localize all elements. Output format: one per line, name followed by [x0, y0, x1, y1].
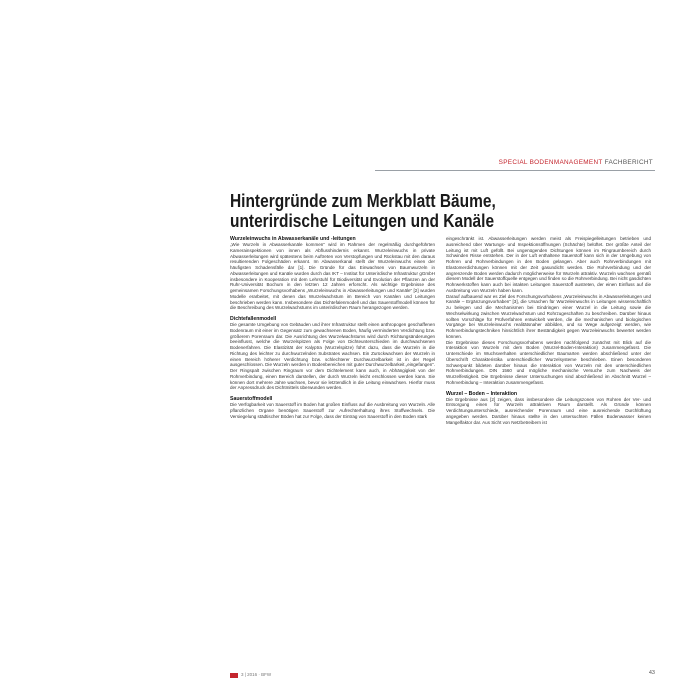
- publisher-logo: [230, 673, 238, 678]
- right-column: [446, 236, 651, 425]
- paragraph: Die gesamte Umgebung von Gebäuden und ihrer Infrastruktur stellt einen anthropogen geschaffenen Bodenraum mit einer im Gegensatz zum gewachsenen Boden, häufig verminderten Verdichtung bzw. größerem Porenraum dar. Die Ausrichtung des Wurzelwachstums wird durch Richtungsänderungen beeinflusst, welche die Wurzelspitzen als Folge von Dichteunterschieden im durchwachsenen Bodenerfahren. Die Elastizität der Kalyptra (Wurzelspitze) führt dazu, dass die Wurzeln in die Richtung des leichter zu durchwurzelnden Substrates wachsen. Ein Zurückwachsen der Wurzeln in einen Bereich höherer Verdichtung bzw. schlechterer Durchwurzelbarkeit ist in der Regel ausgeschlossen. Die Wurzeln werden in Bodenbereichen mit guter Durchwurzelbarkeit „eingefangen“. Der Ringspalt zwischen Ringraum vor dem Dichtelement kann auch, in Abhängigkeit von der Rohrverbindung, einen Bereich darstellen, der durch Wurzeln leicht erschlossen werden kann. Sie können dort mehrere Jahre wachsen, bevor sie letztendlich in die Leitung einwachsen. Hierfür muss der Anpressdruck des Dichtmittels überwunden werden.: [230, 322, 435, 391]
- paragraph: Die Ergebnisse dieses Forschungsvorhabens werden nachfolgend zunächst mit Blick auf die Interaktion von Wurzeln mit dem Boden (Wurzel-Boden-Interaktion) zusammengefasst. Die Unterschiede im Wuchsverhalten unterschiedlicher Baumarten werden abschließend unter der Überschrift Charakteristika unterschiedlicher Wurzelsysteme beschrieben. Einen besonderen Schwerpunkt bildeten darüber hinaus die Interaktion von Wurzeln mit den unterschiedlichen Rohrverbindungen. DIN 1560 und mögliche mechanische Versuche zum Nachweis der Wurzelfestigkeit. Die Ergebnisse dieser Untersuchungen sind abschließend im Abschnitt Wurzel – Rohrverbindung – Interaktion zusammengefasst.: [446, 339, 651, 385]
- paragraph: Die Ergebnisse aus [2] zeigen, dass insbesondere die Leitungszonen von Rohren der Ver- und Entsorgung einen für Wurzeln attraktiven Raum darstellt. Als Gründe können Verdichtungsunterschiede, ausreichender Porenraum und eine ausreichende Durchlüftung angegeben werden. Darüber hinaus stellte in den untersuchten Fällen Bodenwasser keinen Mangelfaktor dar. Aus Sicht von Netzbetreibern ist: [446, 396, 651, 425]
- section-label: [499, 159, 653, 166]
- title-line-1: Hintergründe zum Merkblatt Bäume,: [230, 191, 496, 211]
- subheading-dichtefallenmodell: Dichtefallenmodell: [230, 316, 277, 323]
- left-column: [230, 236, 435, 420]
- paragraph: eingeschränkt ist. Abwasserleitungen werden meist als Freispiegelleitungen betrieben und ausreichend über Wartungs- und Inspektionsöffnungen (Schächte) belüftet. Der größte Anteil der Leitung ist mit Luft gefüllt. Bei ungenügenden Dichtungen können im Ringraumbereich durch Schwinden Risse entstehen. Der in der Luft enthaltene Sauerstoff kann sich in der Umgebung von Rohren und Rohrverbindungen in den Boden gelangen. Aber auch Rohrverbindungen mit Elastomerdichtungen können mit der Zeit gasundicht werden. Die Rohrverbindung und der angrenzende Boden werden dadurch möglicherweise für Wurzeln attraktiv. Wurzeln wachsen gemäß diesem Modell der Sauerstoffquelle entgegen und finden so die Rohrverbindung. Bei nicht gasdichten Rohrwerkstoffen kann auch bei intakten Leitungen Sauerstoff austreten, der einen Einfluss auf die Ausbreitung von Wurzeln haben kann.: [446, 236, 651, 293]
- subheading-wurzel-boden: Wurzel – Boden – Interaktion: [446, 390, 518, 397]
- header-rule: [375, 170, 655, 171]
- paragraph: Darauf aufbauend war es Ziel des Forschungsvorhabens „Wurzeleinwuchs in Abwasserleitungen und Kanäle – Ergänzungsvorhaben“ [3], die Ursachen für Wurzeleinwuchs in Leitungen wissenschaftlich zu belegen und die Mechanismen bei Eindringen einer Wurzel in die Leitung sowie die Wechselwirkung zwischen Wurzelwachstum und Rohrzugeschaften zu beschreiben. Darüber hinaus sollten Vorschläge für Prüfverfahren entwickelt werden, die die mechanischen und biologischen Vorgänge bei Wurzeleinwuchs realitätsnaher abbilden, und so Wege aufgezeigt werden, wie Rohrverbindungstechniken hinsichtlich ihrer Beständigkeit gegen Wurzeleinwuchs bewertet werden können.: [446, 293, 651, 339]
- page-number: 43: [648, 670, 655, 676]
- issue-info: 3 | 2016 · BFW: [241, 672, 272, 677]
- section-special: SPECIAL BODENMANAGEMENT: [498, 159, 603, 166]
- paragraph: Die Verfügbarkeit von Sauerstoff im Boden hat großen Einfluss auf die Ausbreitung von Wurzeln. Alle pflanzlichen Organe benötigen Sauerstoff zur Aufrechterhaltung ihres Stoffwechsels. Die Versiegelung städtischer Böden hat zur Folge, dass der Eintrag von Sauerstoff in den Boden stark: [230, 402, 435, 419]
- section-kind: FACHBERICHT: [604, 159, 653, 166]
- subheading-wurzeleinwuchs: Wurzeleinwuchs in Abwasserkanäle und -leitungen: [230, 236, 356, 242]
- article-title: [230, 191, 600, 231]
- title-line-2: unterirdische Leitungen und Kanäle: [230, 211, 495, 231]
- paragraph: „Wie Wurzeln in Abwasserkanäle kommen“ wird im Rahmen der regelmäßig durchgeführten Kamerainspektionen von innen als Abflusshindernis erkannt. Wurzeleinwuchs in private Abwasserleitungen wird spätestens beim Auftreten von Verstopfungen und Rückstau mit den daraus resultierenden Folgeschäden erkannt. Im Abwasserkanal stellt der Wurzeleinwuchs einen der häufigsten Schadensfälle dar [1]. Die Gründe für das Einwachsen von Baumwurzeln in Abwasserleitungen und Kanäle wurden durch das IKT – Institut für Unterirdische Infrastruktur gGmbH insbesondere in Kooperation mit dem Lehrstuhl für Biodiversität und Evolution der Pflanzen an der Ruhr-Universität Bochum in den letzten 12 Jahren erforscht. Als wichtige Ergebnisse des gemeinsamen Forschungsvorhabens „Wurzeleinwuchs in Abwasserleitungen und Kanäle“ [2] wurden Modelle erarbeitet, mit denen das Wurzelwachstum im Bereich von Kanälen und Leitungen beschrieben werden kann. Insbesondere das Dichtefalenmodell und das Sauerstoffmodell können für die Beschreibung des Wurzelwachstums im unterirdischen Raum herangezogen werden.: [230, 242, 435, 311]
- subheading-sauerstoffmodell: Sauerstoffmodell: [230, 396, 273, 403]
